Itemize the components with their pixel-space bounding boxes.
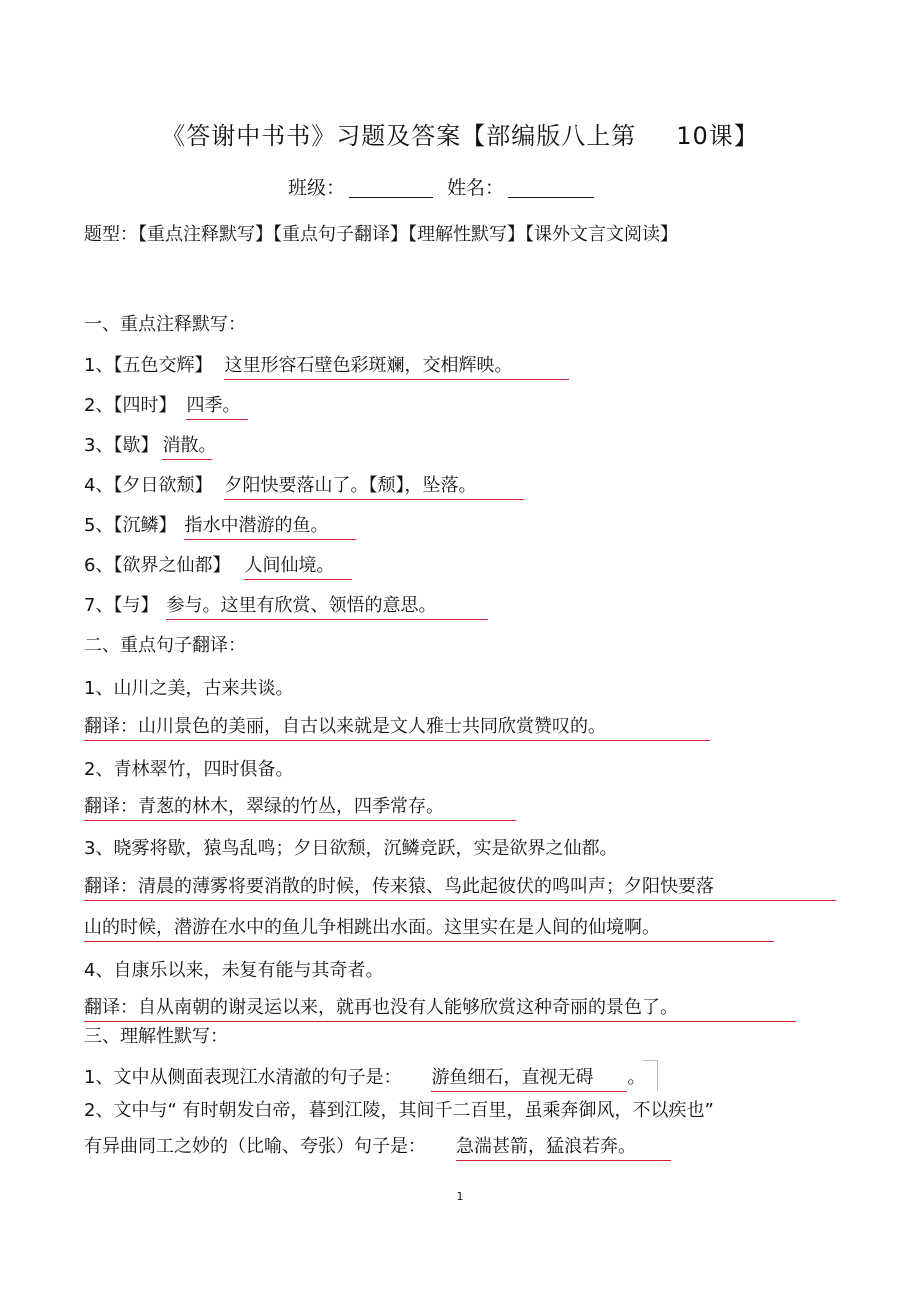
- answer-text: 夕阳快要落山了。【颓】，坠落。: [224, 475, 477, 496]
- answer-end: 。: [627, 1067, 646, 1088]
- translation-question: 1、山川之美，古来共谈。: [84, 678, 294, 699]
- answer-text: 山的时候，潜游在水中的鱼儿争相跳出水面。这里实在是人间的仙境啊。: [84, 915, 774, 942]
- question-types: 题型：【重点注释默写】【重点句子翻译】【理解性默写】【课外文言文阅读】: [84, 224, 678, 245]
- title-lesson-number: 10课】: [676, 122, 759, 150]
- answer-text: [456, 1134, 671, 1161]
- list-item: [84, 353, 569, 380]
- list-item: [84, 393, 248, 420]
- item-answer: [244, 553, 352, 580]
- answer-text: 参与。这里有欣赏、领悟的意思。: [166, 595, 437, 616]
- list-item: [84, 553, 352, 580]
- list-item: [84, 433, 217, 460]
- comprehension-question-2-line-1: 2、文中与“ 有时朝发白帝，暮到江陵，其间千二百里，虽乘奔御风，不以疾也”: [84, 1100, 714, 1121]
- translation-answer: [84, 794, 516, 821]
- translation-question: 2、青林翠竹，四时俱备。: [84, 759, 294, 780]
- item-answer: [224, 473, 524, 500]
- answer-text: 这里形容石壁色彩斑斓，交相辉映。: [224, 355, 513, 376]
- answer-text: 翻译：山川景色的美丽，自古以来就是文人雅士共同欣赏赞叹的。: [84, 714, 710, 741]
- item-question: 1、【五色交辉】: [84, 355, 213, 376]
- item-question: 4、【夕日欲颓】: [84, 475, 213, 496]
- answer-text: 翻译：自从南朝的谢灵运以来，就再也没有人能够欣赏这种奇丽的景色了。: [84, 995, 796, 1022]
- class-name-line: [288, 175, 594, 201]
- item-question: 3、【歇】: [84, 435, 159, 456]
- section-2-heading: 二、重点句子翻译：: [84, 635, 246, 656]
- comprehension-question-2-line-2: [84, 1134, 671, 1161]
- translation-answer: [84, 995, 796, 1022]
- translation-question: 3、晓雾将歇，猿鸟乱鸣；夕日欲颓，沉鳞竞跃，实是欲界之仙都。: [84, 838, 618, 859]
- comprehension-question-1: [84, 1060, 658, 1092]
- answer-text: 消散。: [162, 435, 217, 456]
- answer-text: 指水中潜游的鱼。: [184, 515, 329, 536]
- item-answer: [186, 393, 248, 420]
- item-answer: [166, 593, 488, 620]
- question-text: 1、文中从侧面表现江水清澈的句子是：: [84, 1067, 402, 1088]
- answer-text: 四季。: [186, 395, 241, 416]
- item-answer: [162, 433, 217, 460]
- translation-answer: [84, 714, 710, 741]
- item-answer: [184, 513, 356, 540]
- item-question: 2、【四时】: [84, 395, 177, 416]
- section-3-heading: 三、理解性默写：: [84, 1026, 228, 1047]
- answer-text: [431, 1065, 627, 1092]
- class-blank[interactable]: [349, 177, 433, 198]
- item-answer: [224, 353, 569, 380]
- answer-text: 翻译：青葱的林木，翠绿的竹丛，四季常存。: [84, 794, 516, 821]
- section-1-heading: 一、重点注释默写：: [84, 314, 246, 335]
- list-item: [84, 473, 524, 500]
- list-item: [84, 513, 356, 540]
- question-text: 有异曲同工之妙的（比喻、夸张）句子是：: [84, 1136, 426, 1157]
- answer-text: 人间仙境。: [244, 555, 335, 576]
- name-blank[interactable]: [508, 177, 594, 198]
- answer-value: 急湍甚箭，猛浪若奔。: [456, 1136, 636, 1157]
- item-question: 7、【与】: [84, 595, 159, 616]
- class-label: 班级：: [288, 177, 346, 199]
- page-number: 1: [456, 1190, 464, 1203]
- title-main: 《答谢中书书》习题及答案【部编版八上第: [161, 122, 637, 150]
- list-item: [84, 593, 488, 620]
- answer-text: 翻译：清晨的薄雾将要消散的时候，传来猿、鸟此起彼伏的鸣叫声；夕阳快要落: [84, 874, 836, 901]
- translation-answer-line-2: [84, 915, 774, 942]
- item-question: 5、【沉鳞】: [84, 515, 177, 536]
- page-title: [0, 118, 920, 154]
- cursor-mark: [643, 1060, 658, 1091]
- name-label: 姓名：: [447, 177, 505, 199]
- answer-value: 游鱼细石，直视无碍: [431, 1067, 594, 1088]
- translation-question: 4、自康乐以来，未复有能与其奇者。: [84, 960, 384, 981]
- item-question: 6、【欲界之仙都】: [84, 555, 231, 576]
- translation-answer-line-1: [84, 874, 836, 901]
